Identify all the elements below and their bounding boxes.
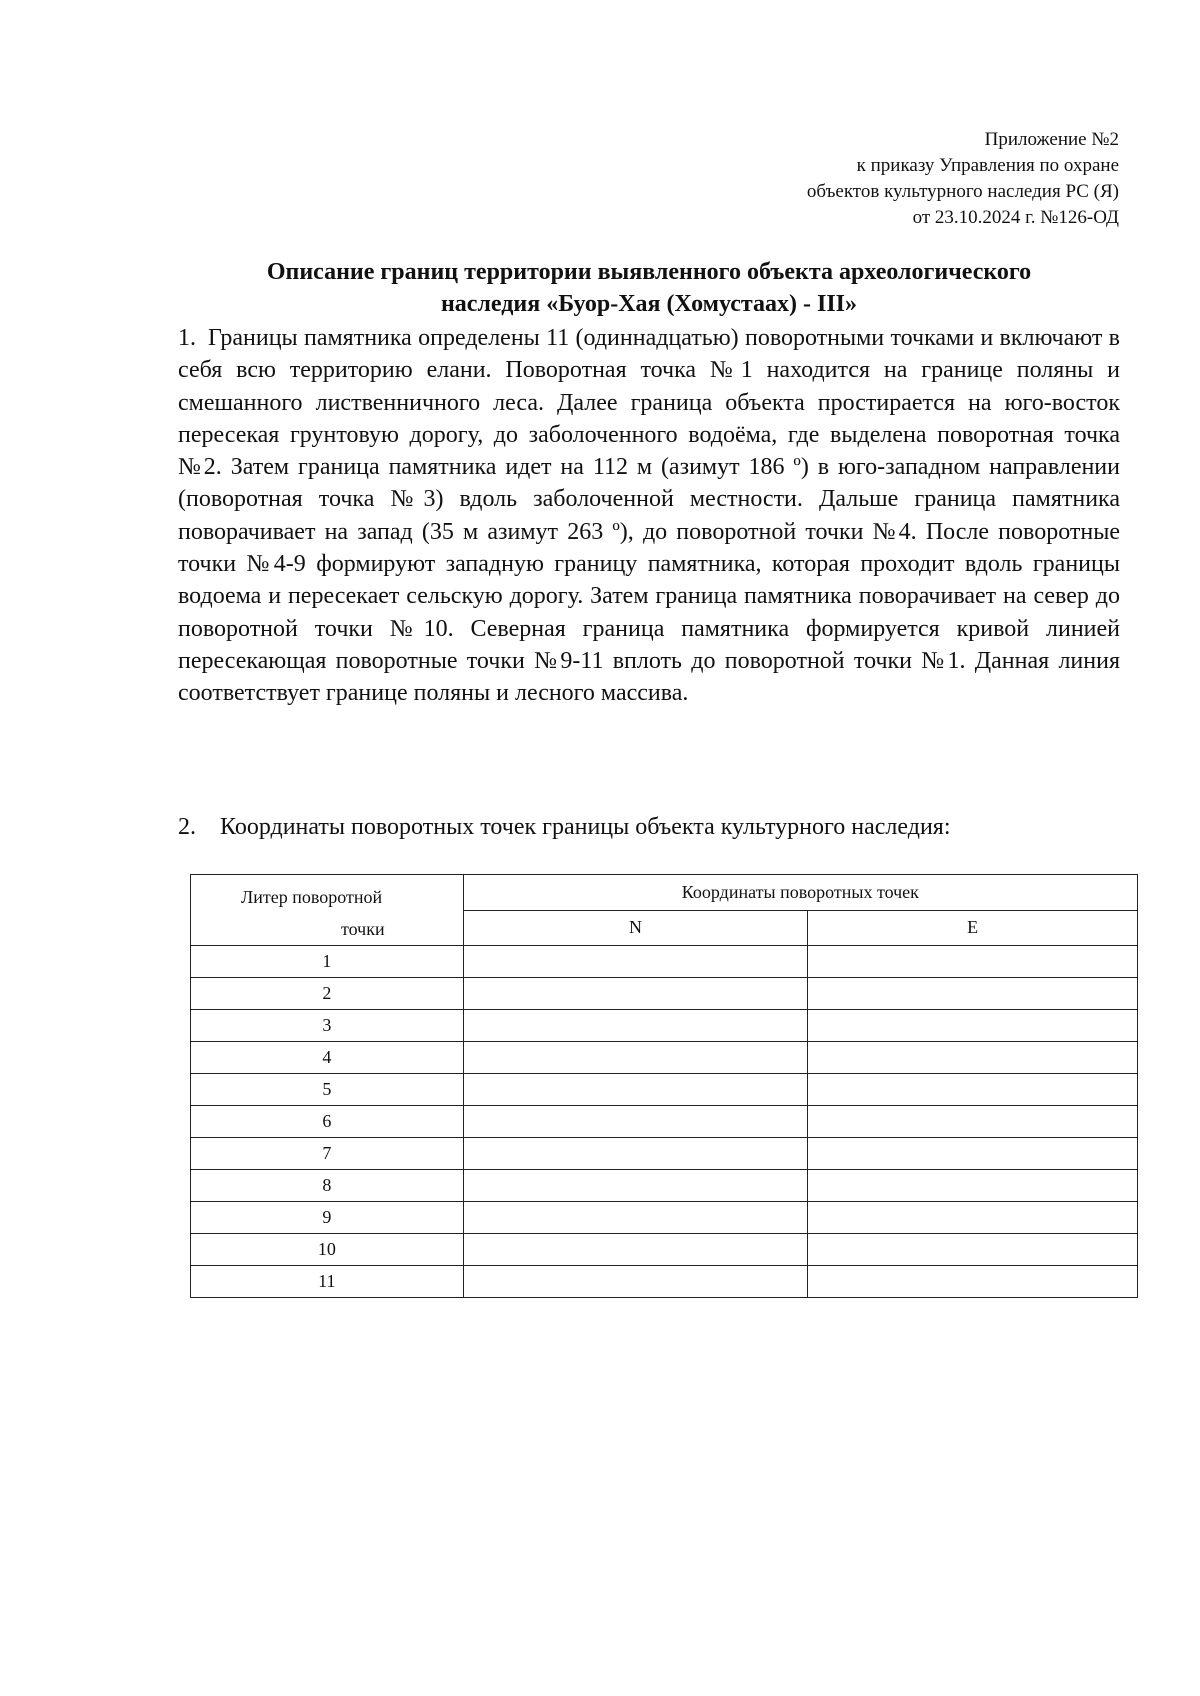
table-row <box>191 1074 1138 1106</box>
e-coordinate-cell <box>808 946 1138 978</box>
n-coordinate-cell <box>463 1266 808 1298</box>
section-1-text: Границы памятника определены 11 (одиннадцатью) поворотными точками и включают в себя всю территорию елани. Поворотная точка №1 находится на границе поляны и смешанного лиственничного леса. Далее граница объекта простирается на юго-восток пересекая грунтовую дорогу, до заболоченного водоёма, где выделена поворотная точка №2. Затем граница памятника идет на 112 м (азимут 186 º) в юго-западном направлении (поворотная точка №3) вдоль заболоченной местности. Дальше граница памятника поворачивает на запад (35 м азимут 263 º), до поворотной точки №4. После поворотные точки №4-9 формируют западную границу памятника, которая проходит вдоль границы водоема и пересекает сельскую дорогу. Затем граница памятника поворачивает на север до поворотной точки №10. Северная граница памятника формируется кривой линией пересекающая поворотные точки №9-11 вплоть до поворотной точки №1. Данная линия соответствует границе поляны и лесного массива. <box>178 325 1120 707</box>
table-row <box>191 1042 1138 1074</box>
e-coordinate-cell <box>808 978 1138 1010</box>
liter-cell: 6 <box>191 1106 464 1138</box>
n-header: N <box>463 910 808 946</box>
liter-cell: 5 <box>191 1074 464 1106</box>
e-coordinate-cell <box>808 1202 1138 1234</box>
coordinates-header: Координаты поворотных точек <box>463 875 1137 911</box>
n-coordinate-cell <box>463 1202 808 1234</box>
section-1-paragraph <box>178 322 1120 710</box>
table-row <box>191 946 1138 978</box>
appendix-order-ref: к приказу Управления по охране <box>856 155 1119 176</box>
table-row <box>191 978 1138 1010</box>
liter-cell: 9 <box>191 1202 464 1234</box>
liter-cell: 10 <box>191 1234 464 1266</box>
table-row <box>191 1106 1138 1138</box>
table-row <box>191 1138 1138 1170</box>
appendix-date: от 23.10.2024 г. №126-ОД <box>912 207 1119 228</box>
e-coordinate-cell <box>808 1010 1138 1042</box>
n-coordinate-cell <box>463 946 808 978</box>
e-coordinate-cell <box>808 1042 1138 1074</box>
section-2-heading <box>178 811 1120 843</box>
e-coordinate-cell <box>808 1170 1138 1202</box>
e-coordinate-cell <box>808 1266 1138 1298</box>
e-coordinate-cell <box>808 1074 1138 1106</box>
appendix-number: Приложение №2 <box>984 129 1119 150</box>
table-row <box>191 1234 1138 1266</box>
appendix-header <box>519 127 1119 231</box>
liter-cell: 3 <box>191 1010 464 1042</box>
e-coordinate-cell <box>808 1234 1138 1266</box>
coordinates-table <box>190 874 1138 1298</box>
appendix-authority: объектов культурного наследия РС (Я) <box>806 181 1119 202</box>
liter-cell: 8 <box>191 1170 464 1202</box>
liter-header <box>191 875 464 946</box>
n-coordinate-cell <box>463 1106 808 1138</box>
section-2-number: 2. <box>178 814 196 840</box>
n-coordinate-cell <box>463 1138 808 1170</box>
liter-cell: 4 <box>191 1042 464 1074</box>
n-coordinate-cell <box>463 978 808 1010</box>
n-coordinate-cell <box>463 1170 808 1202</box>
table-row <box>191 1266 1138 1298</box>
liter-cell: 1 <box>191 946 464 978</box>
title-line-1: Описание границ территории выявленного объекта археологического <box>266 259 1032 285</box>
document-title <box>178 256 1120 320</box>
liter-cell: 2 <box>191 978 464 1010</box>
section-2-text: Координаты поворотных точек границы объекта культурного наследия: <box>220 814 951 840</box>
n-coordinate-cell <box>463 1010 808 1042</box>
table-row <box>191 1010 1138 1042</box>
liter-cell: 11 <box>191 1266 464 1298</box>
e-coordinate-cell <box>808 1106 1138 1138</box>
table-row <box>191 1170 1138 1202</box>
section-1-number: 1. <box>178 325 196 351</box>
n-coordinate-cell <box>463 1074 808 1106</box>
title-line-2: наследия «Буор-Хая (Хомустаах) - III» <box>440 291 858 317</box>
n-coordinate-cell <box>463 1234 808 1266</box>
e-header: E <box>808 910 1138 946</box>
n-coordinate-cell <box>463 1042 808 1074</box>
table-row <box>191 1202 1138 1234</box>
liter-header-line-1: Литер поворотной <box>241 887 383 907</box>
e-coordinate-cell <box>808 1138 1138 1170</box>
liter-cell: 7 <box>191 1138 464 1170</box>
liter-header-line-2: точки <box>341 919 385 939</box>
